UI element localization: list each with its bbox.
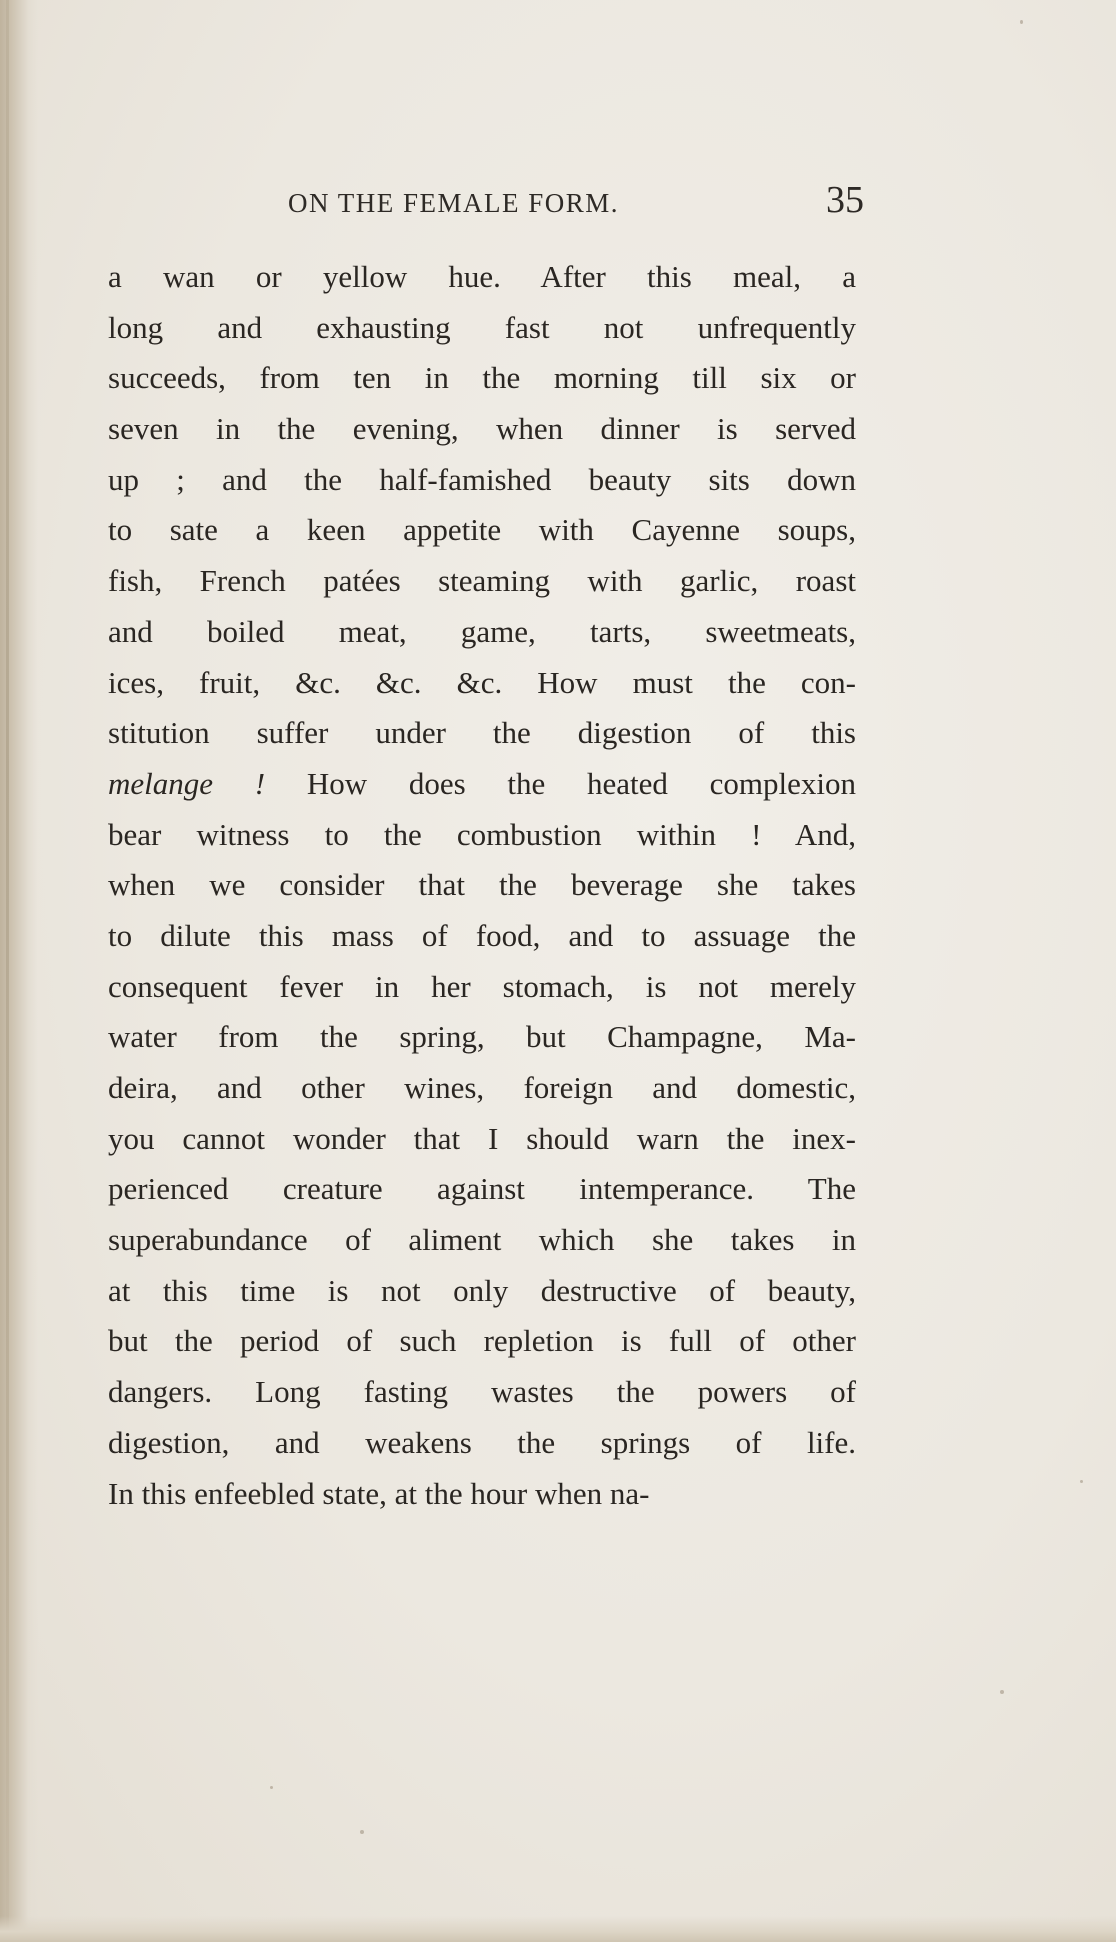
text-line-rest: How does the heated complexion [265,765,857,801]
text-line: you cannot wonder that I should warn the inex- [108,1120,856,1156]
text-line: and boiled meat, game, tarts, sweetmeats, [108,613,856,649]
text-line: bear witness to the combustion within ! And, [108,816,856,852]
text-line: In this enfeebled state, at the hour when na- [108,1475,650,1511]
text-line: succeeds, from ten in the morning till six or [108,360,856,396]
text-line: perienced creature against intemperance. The [108,1171,856,1207]
text-line: superabundance of aliment which she takes in [108,1222,856,1258]
italic-word: melange ! [108,765,266,801]
text-line: dangers. Long fasting wastes the powers of [108,1374,856,1410]
text-line: to sate a keen appetite with Cayenne soups, [108,512,856,548]
page-title: ON THE FEMALE FORM. [288,188,620,218]
paper-speck [1080,1480,1083,1483]
text-line: ices, fruit, &c. &c. &c. How must the con- [108,664,856,700]
paper-speck [1000,1690,1004,1694]
page-number: 35 [826,179,864,221]
text-line: at this time is not only destructive of beauty, [108,1272,856,1308]
body-text [108,252,856,1519]
text-line: up ; and the half-famished beauty sits down [108,461,856,497]
text-line: consequent fever in her stomach, is not merely [108,968,856,1004]
gutter-shadow-line [6,0,9,1942]
text-line: seven in the evening, when dinner is served [108,411,856,447]
paper-speck [1020,20,1023,24]
running-head [108,179,864,224]
text-line: water from the spring, but Champagne, Ma- [108,1019,856,1055]
paper-speck [360,1830,364,1834]
text-line: a wan or yellow hue. After this meal, a [108,259,856,294]
text-line: stitution suffer under the digestion of this [108,715,856,751]
text-line: digestion, and weakens the springs of life. [108,1424,856,1460]
text-line [108,759,856,810]
worn-bottom-edge [0,1916,1116,1942]
text-line: when we consider that the beverage she takes [108,867,856,903]
text-line: long and exhausting fast not unfrequently [108,309,856,345]
paper-speck [270,1786,273,1789]
text-line: but the period of such repletion is full of other [108,1323,856,1359]
text-line: fish, French patées steaming with garlic, roast [108,563,856,599]
text-line: deira, and other wines, foreign and domestic, [108,1070,856,1105]
text-line: to dilute this mass of food, and to assuage the [108,917,856,953]
